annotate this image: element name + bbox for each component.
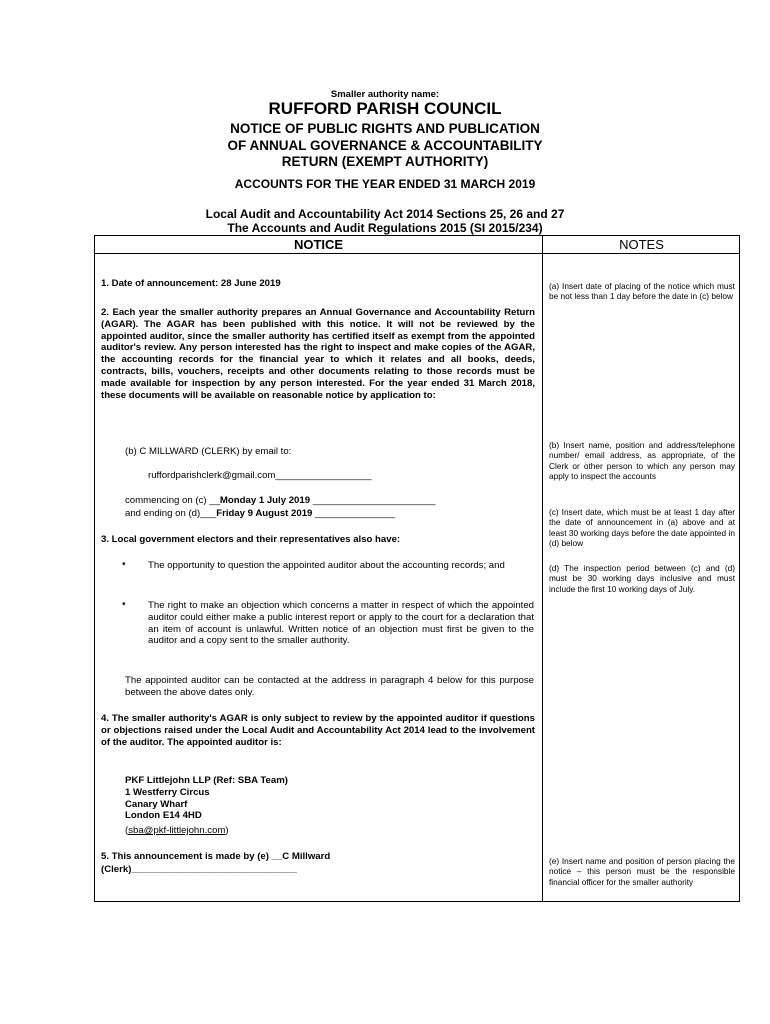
notice-title-line-1: NOTICE OF PUBLIC RIGHTS AND PUBLICATION — [230, 121, 540, 136]
notice-title-line-3: RETURN (EXEMPT AUTHORITY) — [281, 154, 489, 169]
bullet-1-text: The opportunity to question the appointed auditor about the accounting records; and — [148, 560, 505, 571]
paragraph-3: 3. Local government electors and their representatives also have: — [101, 534, 401, 545]
authority-label: Smaller authority name: — [330, 89, 440, 100]
column-divider — [542, 236, 543, 901]
ending-suffix: _______________ — [312, 508, 396, 519]
note-d: (d) The inspection period between (c) and (d) must be 30 working days inclusive and must include the first 10 working days of July. — [549, 563, 735, 594]
email-close-paren: ) — [225, 825, 229, 836]
address-line-2: 1 Westferry Circus — [125, 786, 210, 798]
commencing-suffix: _______________________ — [310, 495, 436, 506]
paragraph-5-line-2: (Clerk)_______________________________ — [101, 864, 297, 875]
address-line-1: PKF Littlejohn LLP (Ref: SBA Team) — [125, 775, 288, 786]
auditor-email-line — [125, 825, 525, 837]
act-line-1: Local Audit and Accountability Act 2014 Sections 25, 26 and 27 — [205, 207, 565, 221]
council-name: RUFFORD PARISH COUNCIL — [268, 99, 502, 118]
ending-line — [125, 508, 535, 520]
note-a: (a) Insert date of placing of the notice which must be not less than 1 day before the date in (c) below — [549, 281, 735, 302]
commencing-date: Monday 1 July 2019 — [219, 495, 311, 506]
act-line-2: The Accounts and Audit Regulations 2015 (SI 2015/234) — [227, 221, 543, 235]
paragraph-2: 2. Each year the smaller authority prepares an Annual Governance and Accountability Return (AGAR). The AGAR has been published with this notice. It will not be reviewed by the appointed auditor, since the smaller authority has certified itself as exempt from the appointed auditor's review. Any person interested has the right to inspect and make copies of the AGAR, the accounting records for the financial year to which it relates and all books, deeds, contracts, bills, vouchers, receipts and other documents relating to those records must be made available for inspection by any person interested. For the year ended 31 March 2018, these documents will be available on reasonable notice by application to: — [101, 307, 535, 401]
address-line-3: Canary Wharf — [125, 798, 188, 810]
note-b: (b) Insert name, position and address/telephone number/ email address, as appropriate, of the Clerk or other person to which any person may apply to inspect the accounts — [549, 440, 735, 481]
auditor-contact-text: The appointed auditor can be contacted at the address in paragraph 4 below for this purpose between the above dates only. — [125, 675, 534, 698]
bullet-2-text: The right to make an objection which concerns a matter in respect of which the appointed auditor could either make a public interest report or apply to the court for a declaration that an item of account is unlawful. Written notice of an objection must first be given to the auditor and a copy sent to the smaller authority. — [148, 600, 534, 647]
email-open-paren: ( — [125, 825, 129, 836]
header-divider — [95, 253, 739, 254]
note-e: (e) Insert name and position of person placing the notice – this person must be the responsible financial officer for the smaller authority — [549, 856, 735, 887]
announcement-date: 1. Date of announcement: 28 June 2019 — [101, 278, 281, 289]
auditor-address — [125, 775, 525, 822]
notes-header: NOTES — [619, 237, 664, 252]
notice-table — [94, 235, 740, 902]
bullet-dot-1: • — [122, 559, 126, 570]
commencing-prefix: commencing on (c) __ — [125, 495, 220, 506]
clerk-email: ruffordparishclerk@gmail.com__________________ — [148, 470, 372, 481]
ending-date: Friday 9 August 2019 — [216, 508, 313, 519]
paragraph-4: 4. The smaller authority's AGAR is only subject to review by the appointed auditor if questions or objections raised under the Local Audit and Accountability Act 2014 lead to the involvement of the auditor. The appointed auditor is: — [101, 713, 535, 748]
auditor-email-link[interactable]: sba@pkf-littlejohn.com — [128, 825, 226, 836]
bullet-dot-2: • — [122, 599, 126, 610]
ending-prefix: and ending on (d)___ — [125, 508, 217, 519]
notice-header: NOTICE — [293, 237, 344, 252]
accounts-year: ACCOUNTS FOR THE YEAR ENDED 31 MARCH 2019 — [234, 177, 536, 191]
paragraph-5-line-1: 5. This announcement is made by (e) __C Millward — [101, 851, 331, 862]
clerk-contact: (b) C MILLWARD (CLERK) by email to: — [125, 446, 292, 457]
notice-title-line-2: OF ANNUAL GOVERNANCE & ACCOUNTABILITY — [227, 138, 543, 153]
address-line-4: London E14 4HD — [125, 810, 202, 822]
note-c: (c) Insert date, which must be at least 1 day after the date of announcement in (a) above and at least 30 working days before the date appointed in (d) below — [549, 507, 735, 548]
commencing-line — [125, 495, 535, 507]
